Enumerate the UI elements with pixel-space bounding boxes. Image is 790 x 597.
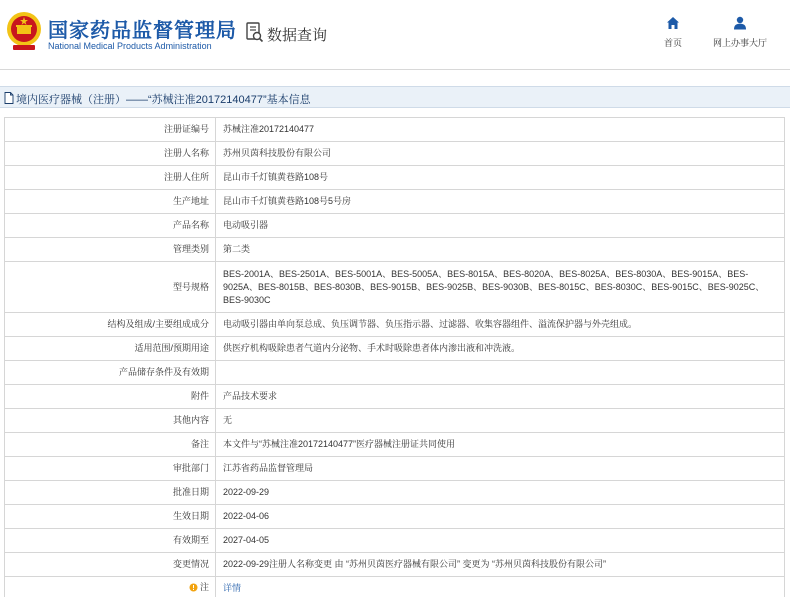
field-label: 产品名称 (5, 214, 216, 238)
note-label-cell (5, 577, 216, 597)
field-label: 审批部门 (5, 457, 216, 481)
section-title: 数据查询 (267, 27, 328, 44)
table-row (5, 313, 785, 337)
field-label: 注册人住所 (5, 166, 216, 190)
site-header (0, 0, 790, 70)
field-label: 有效期至 (5, 529, 216, 553)
note-value-cell (216, 577, 785, 597)
user-icon (733, 16, 747, 30)
field-label: 适用范围/预期用途 (5, 337, 216, 361)
table-row (5, 481, 785, 505)
home-icon (666, 16, 680, 30)
table-row (5, 262, 785, 313)
table-row (5, 433, 785, 457)
field-value: 无 (216, 409, 785, 433)
table-row (5, 190, 785, 214)
field-value: 昆山市千灯镇黄巷路108号5号房 (216, 190, 785, 214)
field-value: 供医疗机构吸除患者气道内分泌物、手术时吸除患者体内渗出液和冲洗液。 (216, 337, 785, 361)
table-row (5, 577, 785, 597)
table-row (5, 118, 785, 142)
table-row (5, 409, 785, 433)
table-row (5, 553, 785, 577)
field-label: 注册人名称 (5, 142, 216, 166)
field-value: 江苏省药品监督管理局 (216, 457, 785, 481)
note-label-wrap (189, 581, 209, 594)
table-row (5, 166, 785, 190)
document-icon (4, 92, 14, 104)
online-service-hall-button[interactable] (706, 16, 774, 49)
site-subtitle: National Medical Products Administration (48, 41, 212, 51)
field-value: 2022-09-29注册人名称变更 由 “苏州贝茵医疗器械有限公司” 变更为 “苏州贝茵科技股份有限公司” (216, 553, 785, 577)
field-value: 苏州贝茵科技股份有限公司 (216, 142, 785, 166)
record-title: 境内医疗器械（注册）——“苏械注准20172140477”基本信息 (16, 94, 311, 106)
national-emblem-icon (6, 9, 42, 53)
record-title-bar (0, 86, 790, 108)
field-value: BES-2001A、BES-2501A、BES-5001A、BES-5005A、BES-8015A、BES-8020A、BES-8025A、BES-8030A、BES-9015A、BES-9025A、BES-8015B、BES-8030B、BES-9015B、BES-9025B、BES-9030B、BES-8015C、BES-8030C、BES-9015C、BES-9025C、BES-9030C (216, 262, 785, 313)
table-row (5, 457, 785, 481)
table-row (5, 529, 785, 553)
search-document-icon (246, 22, 264, 44)
home-label: 首页 (663, 38, 682, 48)
field-label: 生效日期 (5, 505, 216, 529)
field-label: 变更情况 (5, 553, 216, 577)
field-value: 电动吸引器 (216, 214, 785, 238)
field-label: 型号规格 (5, 262, 216, 313)
field-value: 昆山市千灯镇黄巷路108号 (216, 166, 785, 190)
online-service-hall-label: 网上办事大厅 (712, 38, 767, 48)
table-row (5, 214, 785, 238)
table-row (5, 337, 785, 361)
field-value: 2027-04-05 (216, 529, 785, 553)
field-value: 产品技术要求 (216, 385, 785, 409)
field-label: 结构及组成/主要组成成分 (5, 313, 216, 337)
table-row (5, 238, 785, 262)
table-row (5, 361, 785, 385)
field-label: 备注 (5, 433, 216, 457)
home-button[interactable] (658, 16, 688, 49)
table-row (5, 505, 785, 529)
registration-detail-table (4, 117, 785, 597)
field-label: 其他内容 (5, 409, 216, 433)
field-label: 管理类别 (5, 238, 216, 262)
table-row (5, 142, 785, 166)
field-value: 电动吸引器由单向泵总成、负压调节器、负压指示器、过滤器、收集容器组件、溢流保护器与外壳组成。 (216, 313, 785, 337)
field-label: 生产地址 (5, 190, 216, 214)
field-value: 2022-04-06 (216, 505, 785, 529)
note-icon (189, 583, 198, 592)
field-label: 产品储存条件及有效期 (5, 361, 216, 385)
field-value: 苏械注准20172140477 (216, 118, 785, 142)
field-value: 第二类 (216, 238, 785, 262)
field-label: 附件 (5, 385, 216, 409)
site-title: 国家药品监督管理局 (48, 20, 237, 42)
field-label: 批准日期 (5, 481, 216, 505)
field-value (216, 361, 785, 385)
field-value: 2022-09-29 (216, 481, 785, 505)
note-label: 注 (199, 582, 209, 592)
details-link[interactable]: 详情 (223, 583, 242, 593)
field-value: 本文件与“苏械注准20172140477”医疗器械注册证共同使用 (216, 433, 785, 457)
field-label: 注册证编号 (5, 118, 216, 142)
table-row (5, 385, 785, 409)
